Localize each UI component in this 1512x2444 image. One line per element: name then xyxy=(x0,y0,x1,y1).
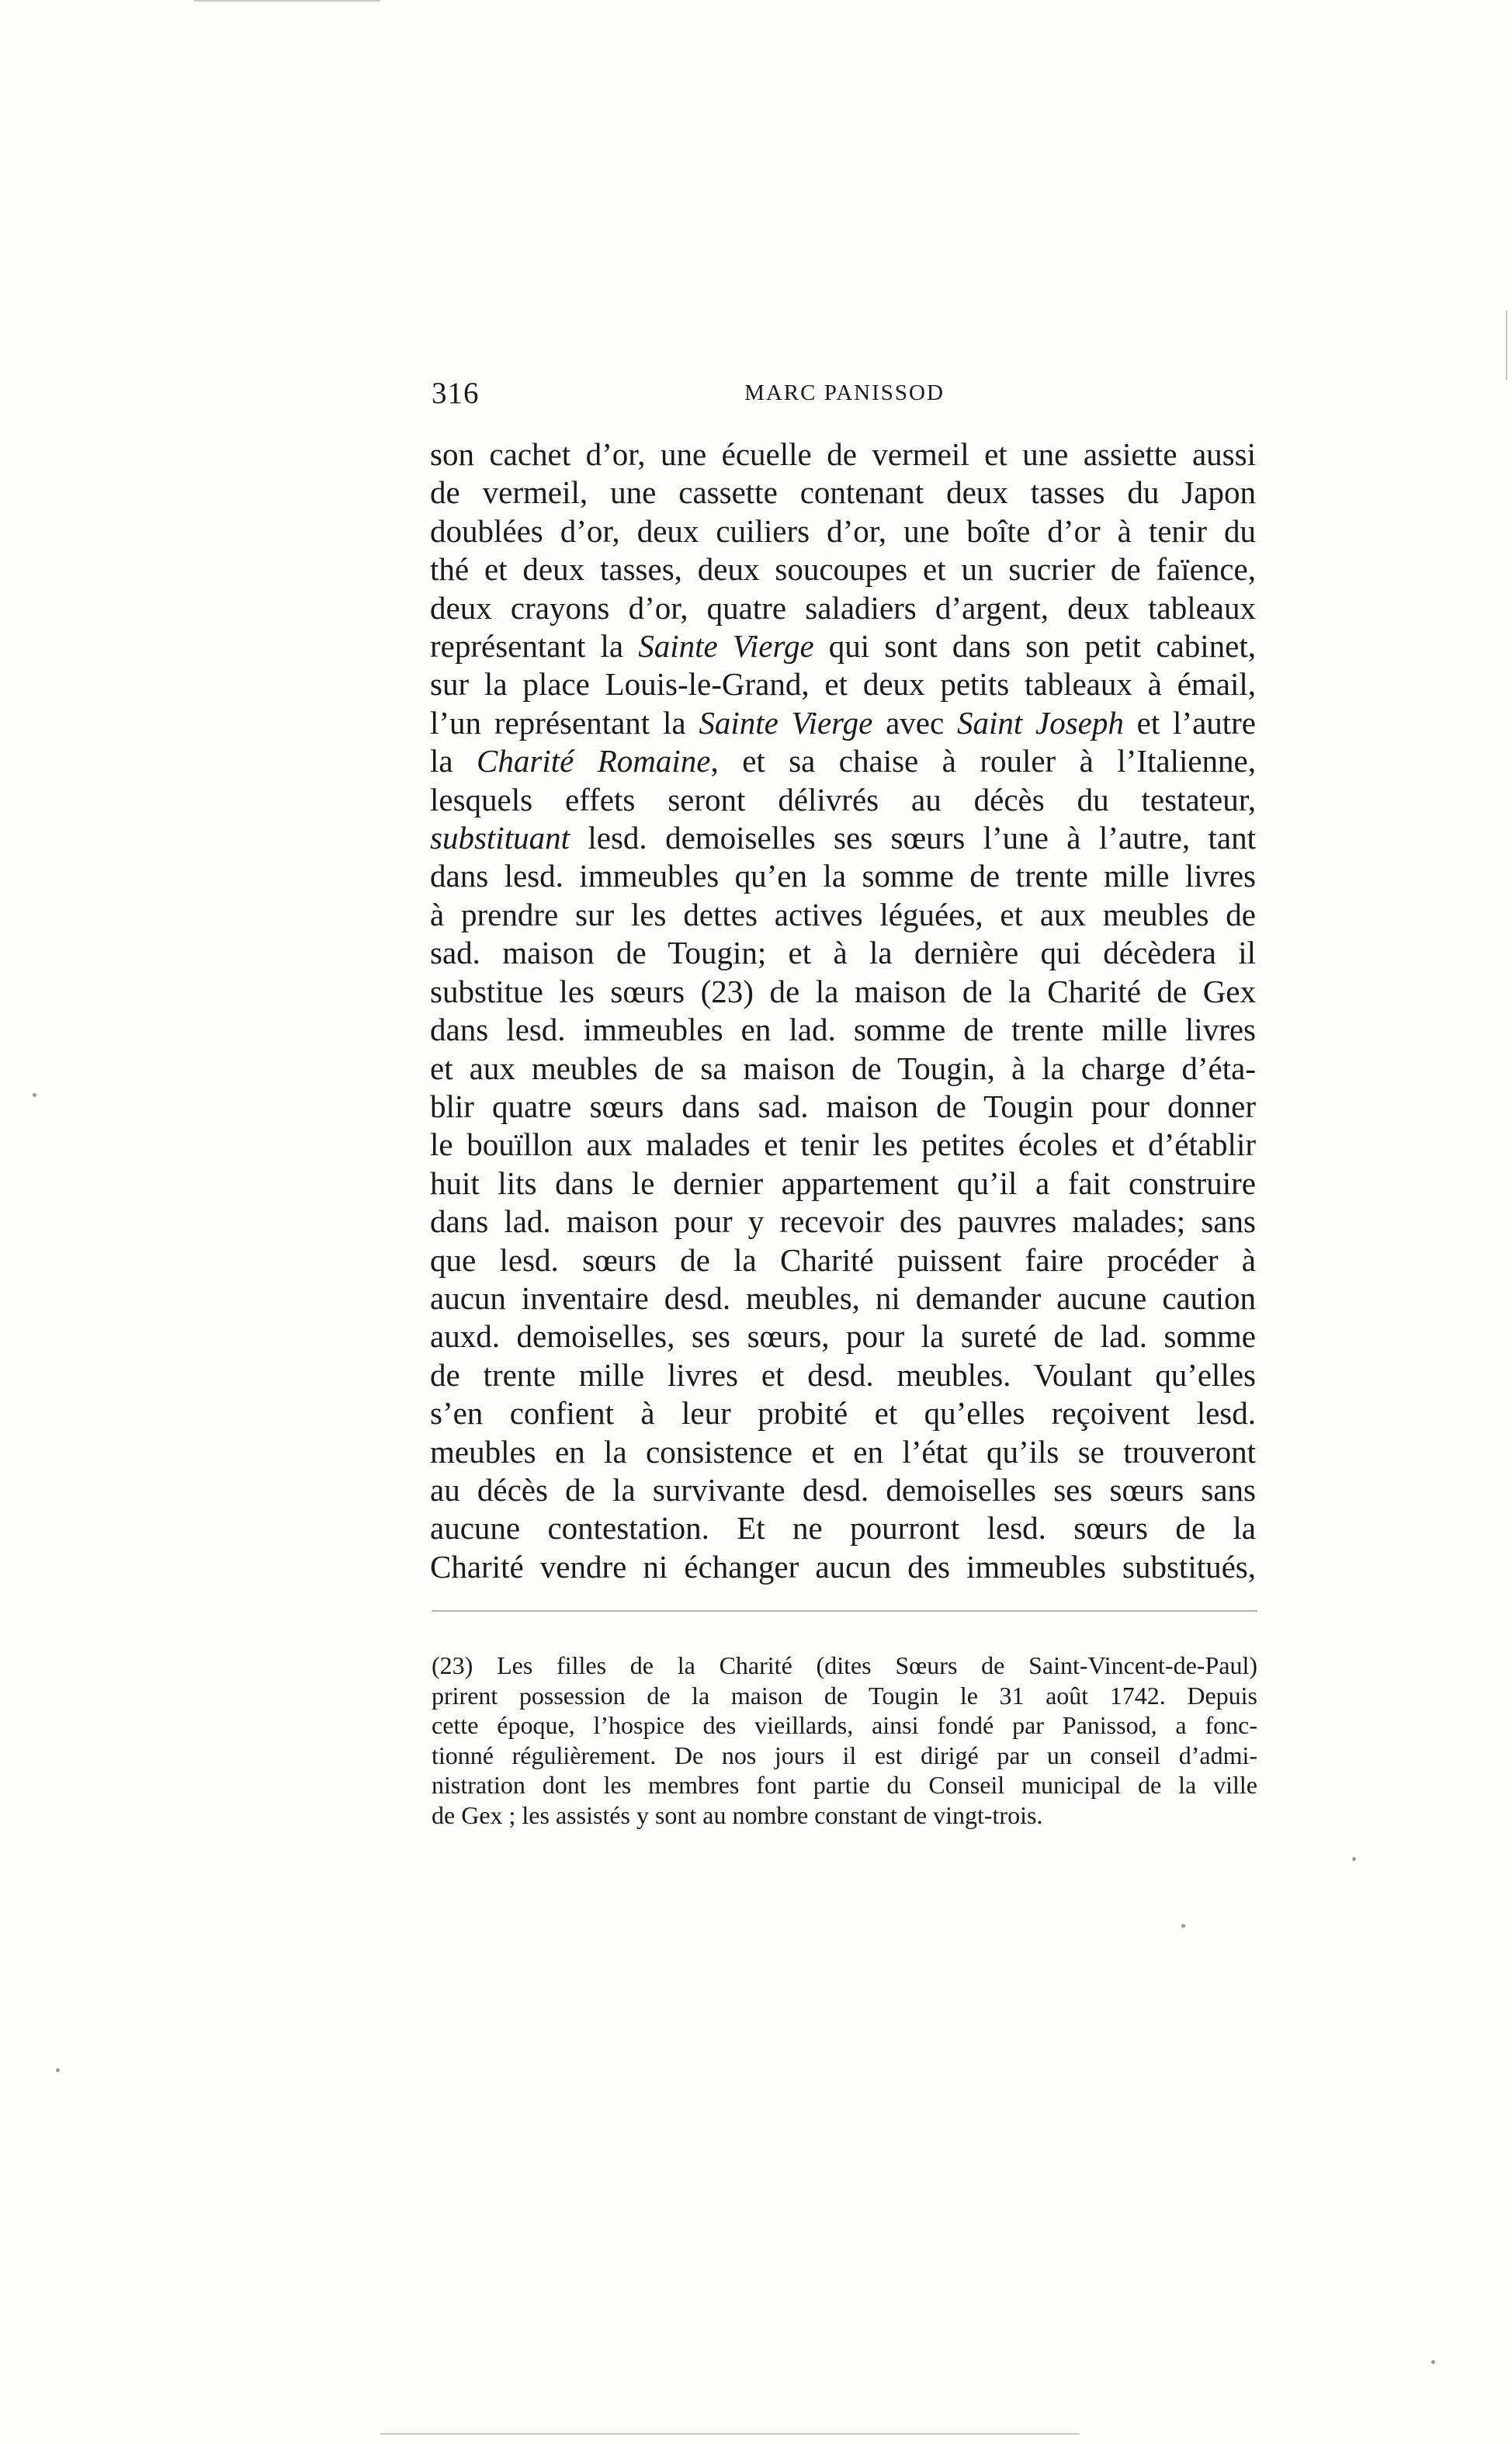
footnote xyxy=(432,1651,1257,1830)
footnote-line: nistration dont les membres font partie du Conseil municipal de la ville xyxy=(432,1771,1257,1799)
main-text xyxy=(430,436,1256,1586)
text-line: lesquels effets seront délivrés au décès du testateur, xyxy=(430,781,1256,818)
footnote-line: tionné régulièrement. De nos jours il est dirigé par un conseil d’admi- xyxy=(432,1741,1257,1769)
text-line: aucune contestation. Et ne pourront lesd. sœurs de la xyxy=(430,1510,1256,1547)
text-line: substitue les sœurs (23) de la maison de la Charité de Gex xyxy=(430,973,1256,1009)
footnote-separator xyxy=(432,1610,1257,1612)
scan-speck xyxy=(1181,1924,1185,1928)
text-line: Charité vendre ni échanger aucun des immeubles substitués, xyxy=(430,1548,1256,1585)
text-line: le bouïllon aux malades et tenir les petites écoles et d’établir xyxy=(430,1127,1256,1163)
running-head: MARC PANISSOD xyxy=(744,380,945,405)
scan-speck xyxy=(1352,1857,1356,1861)
text-line: meubles en la consistence et en l’état qu’ils se trouveront xyxy=(430,1433,1256,1470)
footnote-line: de Gex ; les assistés y sont au nombre constant de vingt-trois. xyxy=(432,1800,1043,1829)
page-number: 316 xyxy=(432,377,480,410)
text-line: la Charité Romaine, et sa chaise à rouler à l’Italienne, xyxy=(430,743,1256,779)
text-line: s’en confient à leur probité et qu’elles reçoivent lesd. xyxy=(430,1395,1256,1432)
text-line: dans lesd. immeubles qu’en la somme de trente mille livres xyxy=(430,858,1256,894)
page-header xyxy=(432,376,1257,410)
text-line: de vermeil, une cassette contenant deux tasses du Japon xyxy=(430,474,1256,511)
scan-speck xyxy=(33,1093,36,1097)
text-line: à prendre sur les dettes actives léguées, et aux meubles de xyxy=(430,896,1256,932)
text-line: représentant la Sainte Vierge qui sont dans son petit cabinet, xyxy=(430,628,1256,665)
footnote-line: prirent possession de la maison de Tougin le 31 août 1742. Depuis xyxy=(432,1681,1257,1710)
text-line: dans lesd. immeubles en lad. somme de trente mille livres xyxy=(430,1012,1256,1048)
text-line: aucun inventaire desd. meubles, ni demander aucune caution xyxy=(430,1279,1256,1316)
text-line: et aux meubles de sa maison de Tougin, à la charge d’éta- xyxy=(430,1050,1256,1086)
scan-edge-bottom xyxy=(380,2433,1079,2435)
text-line: de trente mille livres et desd. meubles. Voulant qu’elles xyxy=(430,1356,1256,1393)
footnote-line: cette époque, l’hospice des vieillards, ainsi fondé par Panissod, a fonc- xyxy=(432,1711,1257,1739)
text-line: au décès de la survivante desd. demoiselles ses sœurs sans xyxy=(430,1471,1256,1508)
text-line: huit lits dans le dernier appartement qu’il a fait construire xyxy=(430,1165,1256,1201)
text-line: son cachet d’or, une écuelle de vermeil et une assiette aussi xyxy=(430,436,1256,472)
scan-edge-top xyxy=(194,0,380,2)
text-line: sad. maison de Tougin; et à la dernière qui décèdera il xyxy=(430,935,1256,971)
scan-speck xyxy=(1431,2360,1435,2364)
text-line: dans lad. maison pour y recevoir des pauvres malades; sans xyxy=(430,1203,1256,1240)
text-line: l’un représentant la Sainte Vierge avec Saint Joseph et l’autre xyxy=(430,704,1256,741)
text-line: deux crayons d’or, quatre saladiers d’argent, deux tableaux xyxy=(430,589,1256,626)
text-line: thé et deux tasses, deux soucoupes et un sucrier de faïence, xyxy=(430,551,1256,588)
text-line: blir quatre sœurs dans sad. maison de Tougin pour donner xyxy=(430,1088,1256,1124)
scan-edge-right xyxy=(1506,311,1507,380)
text-line: substituant lesd. demoiselles ses sœurs l’une à l’autre, tant xyxy=(430,820,1256,856)
text-line: sur la place Louis-le-Grand, et deux petits tableaux à émail, xyxy=(430,666,1256,703)
text-line: doublées d’or, deux cuiliers d’or, une boîte d’or à tenir du xyxy=(430,512,1256,549)
text-line: auxd. demoiselles, ses sœurs, pour la sureté de lad. somme xyxy=(430,1318,1256,1355)
text-line: que lesd. sœurs de la Charité puissent faire procéder à xyxy=(430,1241,1256,1278)
scan-speck xyxy=(56,2068,60,2072)
footnote-line: (23) Les filles de la Charité (dites Sœurs de Saint-Vincent-de-Paul) xyxy=(432,1651,1257,1679)
